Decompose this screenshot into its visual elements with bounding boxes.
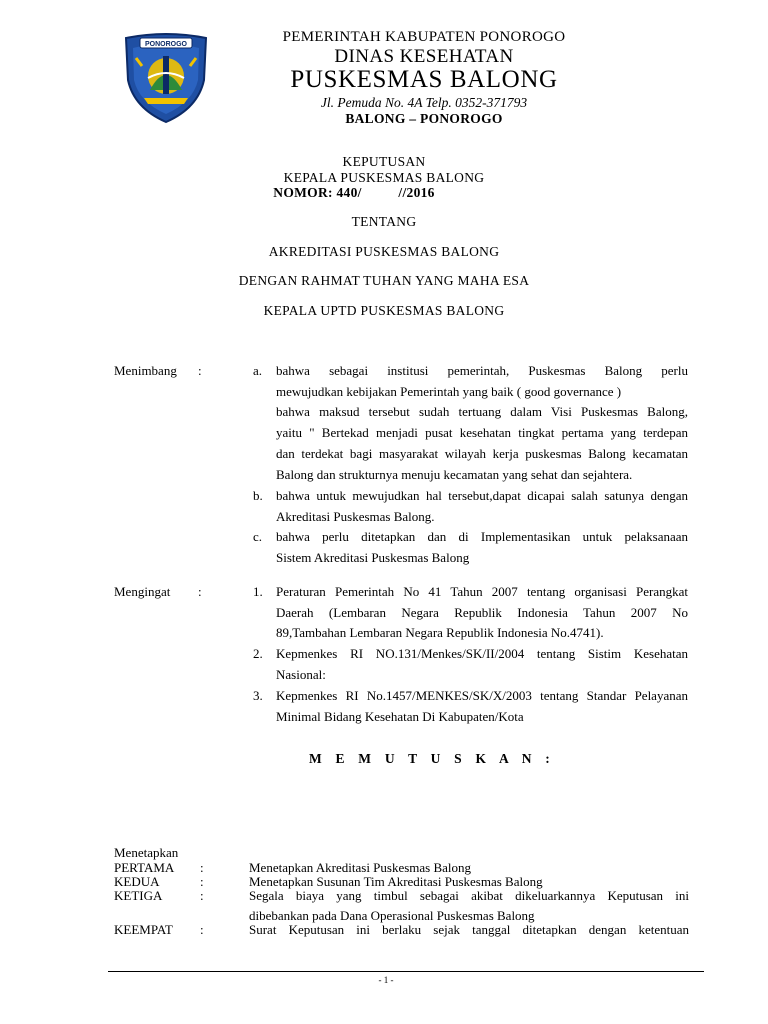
header-government: PEMERINTAH KABUPATEN PONOROGO bbox=[282, 29, 566, 45]
pertama-text: Menetapkan Akreditasi Puskesmas Balong bbox=[249, 860, 472, 875]
text-line: Daerah (Lembaran Negara Republik Indonesia Tahun 2007 No bbox=[276, 604, 688, 620]
header-address: Jl. Pemuda No. 4A Telp. 0352-371793 bbox=[320, 95, 528, 110]
mengingat-label: Mengingat bbox=[114, 584, 171, 599]
decree-subject: AKREDITASI PUSKESMAS BALONG bbox=[268, 244, 500, 259]
kedua-text: Menetapkan Susunan Tim Akreditasi Puskesmas Balong bbox=[249, 874, 543, 889]
menimbang-marker-c: c. bbox=[253, 529, 263, 544]
ketiga-text: Segala biaya yang timbul sebagai akibat dikeluarkannya Keputusan ini bbox=[249, 888, 689, 903]
ketiga-text-cont: dibebankan pada Dana Operasional Puskesmas Balong bbox=[249, 908, 535, 923]
mengingat-colon: : bbox=[198, 584, 202, 599]
logo-text: PONOROGO bbox=[144, 41, 188, 48]
text-line: bahwa perlu ditetapkan dan di Implementasikan untuk pelaksanaan bbox=[276, 529, 688, 544]
mengingat-marker-1: 1. bbox=[253, 584, 263, 599]
menimbang-label: Menimbang bbox=[114, 363, 177, 378]
keempat-colon: : bbox=[200, 922, 204, 937]
text-line: yaitu " Bertekad menjadi pusat kesehatan tingkat pertama yang terdepan bbox=[276, 425, 688, 441]
mengingat-item-2 bbox=[276, 644, 688, 685]
menimbang-marker-b: b. bbox=[253, 488, 263, 503]
text-line: dan terdekat bagi masyarakat wilayah kerja puskesmas Balong kecamatan bbox=[276, 445, 688, 461]
text-line: mewujudkan kebijakan Pemerintah yang baik ( good governance ) bbox=[276, 383, 622, 399]
pertama-label: PERTAMA bbox=[114, 860, 175, 875]
decree-about: TENTANG bbox=[351, 214, 417, 229]
text-line: Balong dan strukturnya menuju kecamatan yang sehat dan sejahtera. bbox=[276, 466, 633, 482]
text-line: Kepmenkes RI NO.131/Menkes/SK/II/2004 tentang Sistim Kesehatan bbox=[276, 646, 688, 661]
menetapkan-label: Menetapkan bbox=[114, 845, 179, 860]
footer-divider bbox=[108, 971, 704, 972]
page-number: - 1 - bbox=[378, 975, 394, 985]
menimbang-item-a bbox=[276, 361, 688, 485]
menimbang-marker-a: a. bbox=[253, 363, 263, 378]
decree-head: KEPALA UPTD PUSKESMAS BALONG bbox=[263, 303, 505, 318]
mengingat-marker-3: 3. bbox=[253, 688, 263, 703]
decree-grace: DENGAN RAHMAT TUHAN YANG MAHA ESA bbox=[238, 273, 530, 288]
header-department: DINAS KESEHATAN bbox=[334, 46, 514, 67]
text-line: Akreditasi Puskesmas Balong. bbox=[276, 508, 435, 524]
menimbang-item-b bbox=[276, 486, 688, 527]
text-line: Peraturan Pemerintah No 41 Tahun 2007 tentang organisasi Perangkat bbox=[276, 584, 688, 599]
text-line: bahwa maksud tersebut sudah tertuang dalam Visi Puskesmas Balong, bbox=[276, 404, 688, 420]
text-line: Nasional: bbox=[276, 666, 326, 682]
memutuskan-heading: M E M U T U S K A N : bbox=[309, 751, 555, 766]
kedua-colon: : bbox=[200, 874, 204, 889]
text-line: 89,Tambahan Lembaran Negara Republik Indonesia No.4741). bbox=[276, 625, 604, 641]
menimbang-colon: : bbox=[198, 363, 202, 378]
keempat-label: KEEMPAT bbox=[114, 922, 173, 937]
menimbang-item-c bbox=[276, 527, 688, 568]
keempat-text: Surat Keputusan ini berlaku sejak tanggal ditetapkan dengan ketentuan bbox=[249, 922, 689, 937]
text-line: Kepmenkes RI No.1457/MENKES/SK/X/2003 tentang Standar Pelayanan bbox=[276, 688, 688, 703]
header-puskesmas: PUSKESMAS BALONG bbox=[290, 66, 558, 93]
decree-issuer: KEPALA PUSKESMAS BALONG bbox=[283, 170, 485, 185]
text-line: Sistem Akreditasi Puskesmas Balong bbox=[276, 549, 470, 565]
mengingat-item-1 bbox=[276, 582, 688, 644]
decree-number: NOMOR: 440/ //2016 bbox=[273, 185, 435, 200]
mengingat-item-3 bbox=[276, 686, 688, 727]
kedua-label: KEDUA bbox=[114, 874, 160, 889]
text-line: bahwa untuk mewujudkan hal tersebut,dapat dicapai salah satunya dengan bbox=[276, 488, 688, 503]
mengingat-marker-2: 2. bbox=[253, 646, 263, 661]
ketiga-label: KETIGA bbox=[114, 888, 163, 903]
text-line: bahwa sebagai institusi pemerintah, Puskesmas Balong perlu bbox=[276, 363, 688, 378]
decree-title: KEPUTUSAN bbox=[342, 154, 426, 169]
text-line: Minimal Bidang Kesehatan Di Kabupaten/Kota bbox=[276, 708, 524, 724]
pertama-colon: : bbox=[200, 860, 204, 875]
ketiga-colon: : bbox=[200, 888, 204, 903]
header-city: BALONG – PONOROGO bbox=[345, 111, 503, 126]
